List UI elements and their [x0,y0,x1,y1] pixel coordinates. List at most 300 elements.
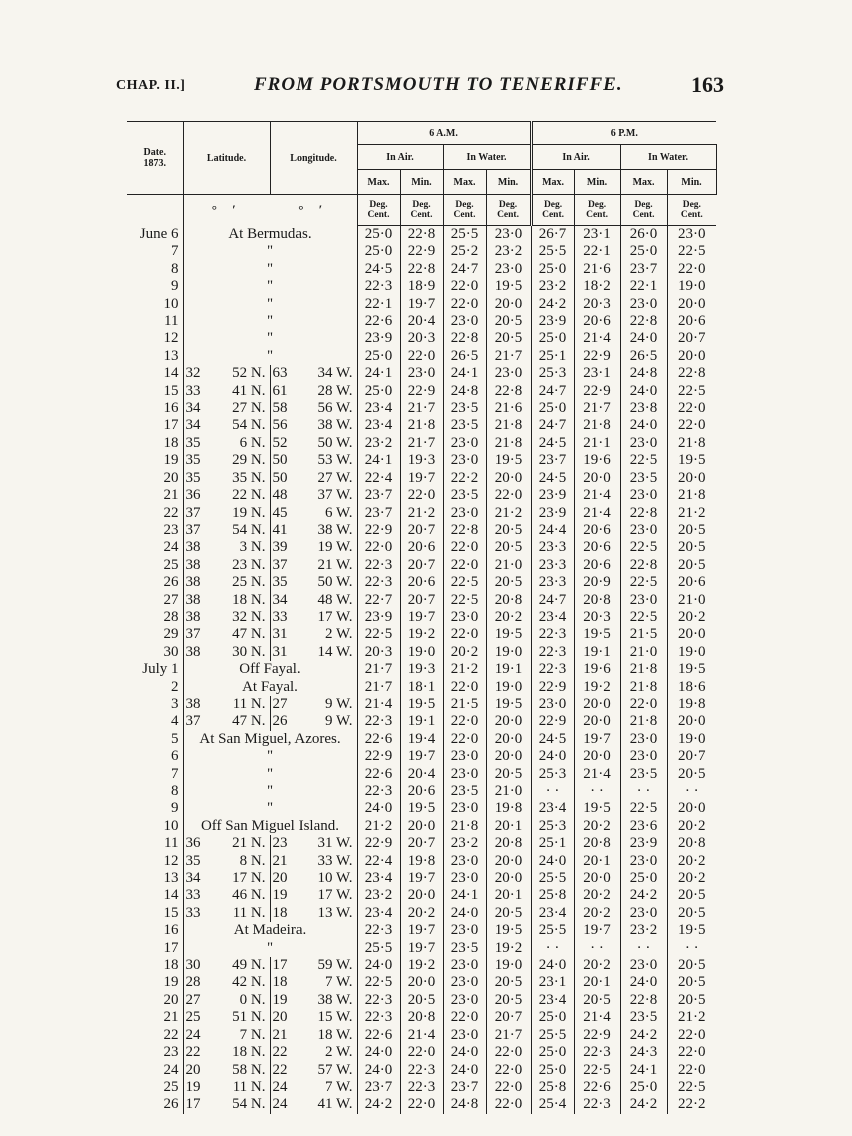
pm-water-max-value: 22·0 [620,696,667,713]
am-water-min-value: 20·5 [486,974,531,991]
row-latitude [183,574,270,591]
pm-water-min-value: 21·8 [678,434,706,451]
am-air-min-value: 19·7 [400,470,443,487]
row-latitude [183,522,270,539]
am-water-min-value: 19·0 [486,644,531,661]
row-latitude [183,435,270,452]
pm-air-max-value: 23·3 [531,574,574,591]
pm-air-min-value: 19·5 [574,626,620,643]
pm-water-max-value: 23·0 [620,522,667,539]
row-date: 10 [127,296,183,313]
pm-air-max-value: 25·3 [531,766,574,783]
row-date: 7 [127,766,183,783]
latitude-units: ° ′ [211,202,242,218]
latitude-minutes: 25 N. [232,574,266,591]
table-row [127,748,716,765]
latitude-degrees: 33 [185,904,201,921]
latitude-minutes: 21 N. [232,835,266,852]
am-air-min-value: 22·0 [400,348,443,365]
longitude-minutes: 38 W. [317,417,353,434]
longitude-minutes: 59 W. [317,957,353,974]
pm-air-min-value: 20·8 [574,835,620,852]
am-air-min-value: 21·7 [400,400,443,417]
am-air-max-value: 21·2 [357,818,400,835]
pm-water-min-value: 22·0 [678,1026,706,1043]
longitude-degrees: 39 [272,539,288,556]
pm-water-max-value: 21·8 [620,661,667,678]
row-latitude [183,400,270,417]
longitude-degrees: 23 [272,835,288,852]
pm-air-max-value: 23·9 [531,487,574,504]
am-air-max-value: 22·6 [357,313,400,330]
pm-water-max-value: 21·5 [620,626,667,643]
am-air-max-value: 22·3 [357,922,400,939]
pm-air-max-value: 23·9 [531,505,574,522]
min-header: Min. [486,170,531,195]
row-longitude [270,870,357,887]
row-latitude [183,1027,270,1044]
pm-air-min-value: 21·4 [574,505,620,522]
am-air-max-value: 22·5 [357,626,400,643]
row-latitude [183,383,270,400]
am-water-min-value: 20·1 [486,887,531,904]
row-date: 20 [127,470,183,487]
pm-air-max-value: 22·3 [531,626,574,643]
row-latitude [183,1062,270,1079]
row-date: 17 [127,940,183,957]
pm-air-min-value: 20·0 [574,870,620,887]
row-date: 29 [127,626,183,643]
table-row [127,992,716,1009]
am-air-min-value: 21·8 [400,417,443,434]
am-water-max-value: 23·0 [443,957,486,974]
latitude-degrees: 17 [185,1096,201,1113]
longitude-degrees: 50 [272,469,288,486]
latitude-minutes: 6 N. [239,434,266,451]
am-air-max-value: 23·4 [357,417,400,434]
am-header: 6 A.M. [357,122,531,145]
am-air-min-value: 23·0 [400,365,443,382]
am-water-max-value: 23·5 [443,487,486,504]
pm-water-min-value: 22·0 [678,1044,706,1061]
deg-cent: Deg. Cent. [357,195,400,226]
table-row [127,400,716,417]
am-water-max-value: 22·0 [443,679,486,696]
table-row [127,870,716,887]
longitude-degrees: 41 [272,521,288,538]
pm-water-min-value: 19·0 [678,278,706,295]
table-row [127,522,716,539]
table-row [127,557,716,574]
table-row [127,835,716,852]
row-latitude [183,696,270,713]
latitude-minutes: 30 N. [232,643,266,660]
latitude-degrees: 24 [185,1026,201,1043]
am-air-max-value: 24·2 [357,1096,400,1113]
am-air-min-value: 22·8 [400,226,443,244]
am-air-min-value: 19·7 [400,296,443,313]
am-air-min-value: 20·0 [400,974,443,991]
am-air-min-value: 20·4 [400,313,443,330]
am-water-min-value: 22·0 [486,1062,531,1079]
pm-air-max-value: 22·3 [531,644,574,661]
pm-water-max-value: 23·5 [620,1009,667,1026]
row-longitude [270,713,357,730]
table-row [127,1044,716,1061]
pm-water-max-value: 24·1 [620,1062,667,1079]
pm-water-min-value: 18·6 [678,678,706,695]
row-date: 12 [127,330,183,347]
row-date: 30 [127,644,183,661]
am-water-min-value: 21·7 [486,348,531,365]
am-water-max-value: 24·0 [443,905,486,922]
row-date: 23 [127,522,183,539]
row-date: 17 [127,417,183,434]
pm-water-max-value: 21·8 [620,713,667,730]
latitude-minutes: 54 N. [232,417,266,434]
longitude-minutes: 21 W. [317,556,353,573]
row-latitude [183,626,270,643]
page-header [116,72,724,102]
pm-air-max-value: 25·5 [531,870,574,887]
pm-water-min-value: 21·0 [678,591,706,608]
row-position-note: " [183,330,357,347]
am-air-max-value: 23·4 [357,905,400,922]
pm-water-max-value: 22·8 [620,313,667,330]
pm-air-min-value: 20·0 [574,696,620,713]
table-row [127,783,716,800]
longitude-minutes: 17 W. [317,608,353,625]
row-date: 16 [127,400,183,417]
table-row [127,348,716,365]
row-date: 5 [127,731,183,748]
am-air-max-value: 22·5 [357,974,400,991]
pm-water-max-value: 23·8 [620,400,667,417]
latitude-degrees: 34 [185,400,201,417]
am-water-min-value: 20·0 [486,470,531,487]
am-air-min-value: 19·0 [400,644,443,661]
row-date: 14 [127,887,183,904]
running-title: FROM PORTSMOUTH TO TENERIFFE. [254,74,623,95]
latitude-minutes: 46 N. [232,887,266,904]
am-water-max-value: 23·0 [443,452,486,469]
longitude-degrees: 52 [272,434,288,451]
pm-in-water-header: In Water. [620,145,716,170]
row-longitude [270,905,357,922]
pm-water-max-value: 22·8 [620,992,667,1009]
am-water-max-value: 22·0 [443,731,486,748]
table-row [127,1079,716,1096]
row-longitude [270,592,357,609]
table-row [127,1027,716,1044]
latitude-degrees: 20 [185,1061,201,1078]
am-water-max-value: 23·0 [443,974,486,991]
row-date: 7 [127,243,183,260]
am-water-min-value: 20·5 [486,992,531,1009]
pm-water-min-value: 19·0 [678,730,706,747]
row-latitude [183,974,270,991]
pm-air-max-value: 24·7 [531,592,574,609]
table-row [127,226,716,244]
row-date: June 6 [127,226,183,244]
pm-water-max-value: 23·7 [620,261,667,278]
longitude-minutes: 10 W. [317,870,353,887]
am-air-max-value: 22·3 [357,783,400,800]
row-date: 18 [127,435,183,452]
longitude-degrees: 48 [272,487,288,504]
pm-water-min-value: 20·7 [678,330,706,347]
row-position-note: Off Fayal. [183,661,357,678]
row-latitude [183,644,270,661]
pm-air-max-value: 26·7 [531,226,574,244]
am-water-max-value: 23·0 [443,748,486,765]
am-air-max-value: 23·2 [357,435,400,452]
am-water-min-value: 21·8 [486,435,531,452]
pm-water-max-value: 22·5 [620,539,667,556]
pm-water-min-value: 20·6 [678,574,706,591]
date-header: Date. 1873. [127,122,183,195]
latitude-minutes: 35 N. [232,469,266,486]
pm-water-min-value: 22·0 [678,1061,706,1078]
longitude-minutes: 13 W. [317,904,353,921]
longitude-degrees: 56 [272,417,288,434]
am-water-max-value: 23·0 [443,505,486,522]
am-water-max-value: 23·0 [443,609,486,626]
latitude-degrees: 38 [185,539,201,556]
row-position-note: " [183,348,357,365]
row-longitude [270,974,357,991]
row-longitude [270,1062,357,1079]
pm-air-max-value: 25·5 [531,243,574,260]
am-water-min-value: 23·0 [486,261,531,278]
pm-air-min-value: 21·6 [574,261,620,278]
pm-water-max-value: 24·3 [620,1044,667,1061]
latitude-minutes: 29 N. [232,452,266,469]
row-longitude [270,1044,357,1061]
longitude-minutes: 31 W. [317,835,353,852]
row-latitude [183,835,270,852]
longitude-degrees: 34 [272,591,288,608]
pm-water-max-value: 24·2 [620,887,667,904]
am-water-max-value: 22·0 [443,626,486,643]
pm-water-min-value: 20·5 [678,521,706,538]
pm-air-min-value: 20·2 [574,905,620,922]
pm-water-min-value: 20·8 [678,835,706,852]
row-date: 14 [127,365,183,382]
deg-cent: Deg. Cent. [531,195,574,226]
pm-air-min-value: 21·7 [574,400,620,417]
am-water-min-value: 22·0 [486,487,531,504]
pm-air-max-value: 25·0 [531,1044,574,1061]
row-date: 20 [127,992,183,1009]
longitude-units: ° ′ [270,195,357,226]
am-water-max-value: 23·0 [443,313,486,330]
pm-air-min-value: 20·6 [574,557,620,574]
am-water-min-value: 20·7 [486,1009,531,1026]
am-air-min-value: 20·5 [400,992,443,1009]
row-longitude [270,957,357,974]
row-longitude [270,435,357,452]
pm-water-max-value: 23·0 [620,592,667,609]
pm-air-max-value: 24·4 [531,522,574,539]
pm-water-max-value: 22·5 [620,574,667,591]
row-longitude [270,505,357,522]
longitude-degrees: 45 [272,504,288,521]
longitude-minutes: 7 W. [324,974,353,991]
am-air-max-value: 22·0 [357,539,400,556]
longitude-minutes: 53 W. [317,452,353,469]
pm-water-max-value: 24·0 [620,974,667,991]
pm-air-max-value: 24·7 [531,417,574,434]
row-longitude [270,1027,357,1044]
am-water-min-value: 19·5 [486,696,531,713]
pm-water-min-value: 20·2 [678,870,706,887]
row-position-note: " [183,313,357,330]
am-air-max-value: 21·4 [357,696,400,713]
row-position-note: Off San Miguel Island. [183,818,357,835]
pm-air-max-value: 24·5 [531,470,574,487]
row-date: 19 [127,974,183,991]
row-date: 27 [127,592,183,609]
am-air-min-value: 22·9 [400,383,443,400]
table-row [127,661,716,678]
am-air-max-value: 24·0 [357,957,400,974]
pm-water-max-value: 23·0 [620,748,667,765]
pm-air-min-value: 19·7 [574,731,620,748]
pm-air-max-value: 23·4 [531,992,574,1009]
longitude-minutes: 50 W. [317,434,353,451]
pm-water-min-value: 19·0 [678,643,706,660]
am-air-max-value: 24·0 [357,800,400,817]
am-water-min-value: 20·8 [486,835,531,852]
am-air-min-value: 19·7 [400,870,443,887]
pm-water-max-value: 24·0 [620,383,667,400]
am-water-min-value: 19·0 [486,957,531,974]
am-water-max-value: 24·1 [443,365,486,382]
pm-water-max-value: 22·8 [620,557,667,574]
pm-water-min-value: 22·0 [678,417,706,434]
pm-air-min-value: 20·6 [574,522,620,539]
latitude-degrees: 35 [185,434,201,451]
latitude-degrees: 35 [185,469,201,486]
am-air-min-value: 20·7 [400,592,443,609]
longitude-minutes: 38 W. [317,521,353,538]
am-air-max-value: 23·9 [357,609,400,626]
row-date: July 1 [127,661,183,678]
row-latitude [183,592,270,609]
am-water-min-value: 20·5 [486,330,531,347]
row-date: 12 [127,853,183,870]
latitude-minutes: 22 N. [232,487,266,504]
longitude-minutes: 19 W. [317,539,353,556]
pm-water-max-value: 23·0 [620,957,667,974]
row-latitude [183,992,270,1009]
pm-water-min-value: 19·5 [678,922,706,939]
am-air-max-value: 23·2 [357,887,400,904]
am-water-max-value: 23·0 [443,992,486,1009]
row-latitude [183,609,270,626]
table-row [127,574,716,591]
am-water-min-value: 20·5 [486,905,531,922]
am-water-max-value: 26·5 [443,348,486,365]
row-latitude [183,1079,270,1096]
row-position-note: " [183,243,357,260]
row-longitude [270,835,357,852]
row-latitude [183,713,270,730]
longitude-degrees: 27 [272,695,288,712]
table-row [127,278,716,295]
am-water-max-value: 21·8 [443,818,486,835]
am-air-max-value: 22·3 [357,1009,400,1026]
table-row [127,713,716,730]
pm-air-min-value: 22·1 [574,243,620,260]
row-date: 19 [127,452,183,469]
row-longitude [270,365,357,382]
am-water-min-value: 22·0 [486,1079,531,1096]
pm-air-min-value: 20·6 [574,539,620,556]
row-latitude [183,470,270,487]
am-water-max-value: 22·0 [443,539,486,556]
pm-water-min-value: 20·0 [678,347,706,364]
am-air-max-value: 23·7 [357,1079,400,1096]
am-air-min-value: 19·3 [400,452,443,469]
table-row [127,296,716,313]
longitude-minutes: 2 W. [324,626,353,643]
longitude-minutes: 27 W. [317,469,353,486]
row-date: 22 [127,1027,183,1044]
pm-air-max-value: 24·0 [531,957,574,974]
pm-water-min-value: 22·0 [678,400,706,417]
longitude-degrees: 63 [272,365,288,382]
longitude-degrees: 19 [272,887,288,904]
pm-water-max-value: 24·2 [620,1096,667,1113]
am-water-max-value: 24·0 [443,1062,486,1079]
am-air-max-value: 23·7 [357,505,400,522]
latitude-minutes: 41 N. [232,382,266,399]
am-water-min-value: 21·6 [486,400,531,417]
am-water-min-value: 19·0 [486,679,531,696]
latitude-minutes: 0 N. [239,991,266,1008]
am-air-max-value: 24·1 [357,365,400,382]
longitude-degrees: 61 [272,382,288,399]
row-longitude [270,853,357,870]
longitude-degrees: 22 [272,1044,288,1061]
row-latitude [183,365,270,382]
row-longitude [270,487,357,504]
table-row [127,487,716,504]
am-air-max-value: 25·0 [357,226,400,244]
row-longitude [270,470,357,487]
pm-water-max-value: 23·0 [620,905,667,922]
row-date: 2 [127,679,183,696]
latitude-degrees: 30 [185,957,201,974]
pm-water-max-value: 25·0 [620,1079,667,1096]
am-air-min-value: 19·7 [400,922,443,939]
pm-air-max-value: 23·3 [531,539,574,556]
pm-air-min-value: 20·3 [574,296,620,313]
longitude-minutes: 48 W. [317,591,353,608]
pm-air-min-value: 22·3 [574,1096,620,1113]
pm-water-min-value: 22·5 [678,1078,706,1095]
table-row [127,940,716,957]
am-air-max-value: 25·5 [357,940,400,957]
am-water-min-value: 20·5 [486,313,531,330]
pm-air-max-value: 23·2 [531,278,574,295]
am-water-max-value: 23·0 [443,800,486,817]
am-air-min-value: 20·7 [400,557,443,574]
pm-air-max-value: 23·3 [531,557,574,574]
row-position-note: At Madeira. [183,922,357,939]
